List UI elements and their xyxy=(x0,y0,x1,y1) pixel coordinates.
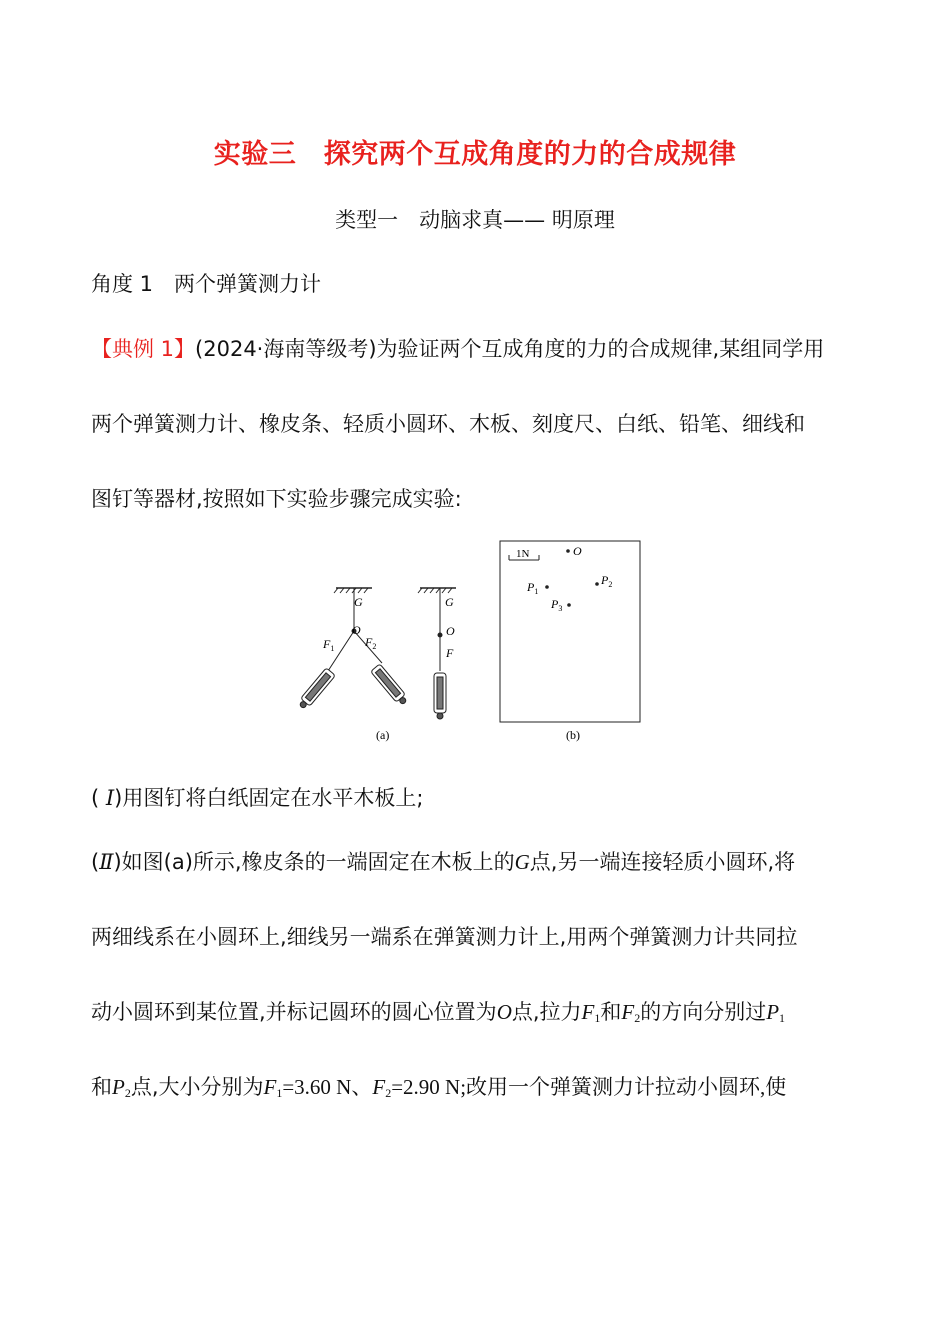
step-2-line-1: (Ⅱ)如图(a)所示,橡皮条的一端固定在木板上的G点,另一端连接轻质小圆环,将 xyxy=(91,850,796,874)
step-2-var-F1b: F xyxy=(263,1075,277,1099)
fig-a-label-F1 xyxy=(322,637,334,653)
fig-a-F1-sub: 1 xyxy=(330,644,335,653)
step-2-var-O: O xyxy=(496,1000,512,1024)
step-2-text-b: 点,另一端连接轻质小圆环,将 xyxy=(529,850,796,874)
step-2-value-F1: =3.60 N、 xyxy=(282,1075,373,1099)
step-2-line3-text-a: 动小圆环到某位置,并标记圆环的圆心位置为 xyxy=(91,1000,497,1024)
fig-a-caption: (a) xyxy=(376,728,390,742)
example-line-3: 图钉等器材,按照如下实验步骤完成实验: xyxy=(91,487,462,511)
fig-b-P3-letter: P xyxy=(551,597,559,611)
step-1-text: )用图钉将白纸固定在水平木板上; xyxy=(114,786,424,810)
step-2-line-2: 两细线系在小圆环上,细线另一端系在弹簧测力计上,用两个弹簧测力计共同拉 xyxy=(91,925,798,949)
fig-b-point-P1 xyxy=(545,585,549,589)
step-2-sub-2: 2 xyxy=(634,1011,641,1025)
step-2-var-P1: P xyxy=(766,1000,780,1024)
fig-b-P1-letter: P xyxy=(527,580,535,594)
fig-b-point-P3 xyxy=(567,603,571,607)
step-2-sub-P1: 1 xyxy=(779,1011,786,1025)
step-2-line4-text-a: 和 xyxy=(91,1075,112,1099)
step-2-line3-text-c: 和 xyxy=(600,1000,622,1024)
step-2-var-F2b: F xyxy=(372,1075,386,1099)
step-2-var-F1: F xyxy=(581,1000,595,1024)
fig-b-paper xyxy=(500,541,640,722)
step-2-text-a: )如图(a)所示,橡皮条的一端固定在木板上的 xyxy=(113,850,515,874)
page-title: 实验三 探究两个互成角度的力的合成规律 xyxy=(213,139,737,170)
step-2-sub-P2: 2 xyxy=(124,1086,131,1100)
fig-a2-label-G: G xyxy=(445,595,454,609)
step-2-line4-text-b: 点,大小分别为 xyxy=(130,1075,264,1099)
step-2-line-4 xyxy=(91,1071,786,1101)
example-intro: (2024·海南等级考)为验证两个互成角度的力的合成规律,某组同学用 xyxy=(195,337,825,361)
section-subtitle: 类型一 动脑求真—— 明原理 xyxy=(335,208,615,232)
step-1: ( Ⅰ)用图钉将白纸固定在水平木板上; xyxy=(91,786,424,810)
step-2-var-G: G xyxy=(514,850,530,874)
fig-b-caption: (b) xyxy=(566,728,580,742)
figure-a-two-spring-scales xyxy=(297,588,410,711)
step-2-line3-text-b: 点,拉力 xyxy=(511,1000,582,1024)
fig-a-label-G: G xyxy=(354,595,363,609)
fig-b-point-P2 xyxy=(595,582,599,586)
step-2-var-F2: F xyxy=(621,1000,635,1024)
fig-b-label-O: O xyxy=(573,544,582,558)
example-line-1 xyxy=(91,333,824,363)
fig-a-label-F2 xyxy=(364,635,376,651)
fig-a-F2-sub: 2 xyxy=(372,642,377,651)
experiment-figure xyxy=(290,535,660,750)
fig-b-P1-sub: 1 xyxy=(534,587,539,596)
step-2-var-P2: P xyxy=(112,1075,125,1099)
fig-b-scale-label: 1N xyxy=(516,548,530,560)
step-2-value-F2: =2.90 N;改用一个弹簧测力计拉动小圆环,使 xyxy=(391,1075,787,1099)
step-2-sub-F2b: 2 xyxy=(385,1086,392,1100)
step-2-numeral: Ⅱ xyxy=(99,850,114,874)
fig-a2-label-O: O xyxy=(446,624,455,638)
fig-a2-label-F: F xyxy=(446,646,454,660)
angle-heading: 角度 1 两个弹簧测力计 xyxy=(91,272,322,296)
fig-b-P3-sub: 3 xyxy=(558,604,563,613)
example-line-2: 两个弹簧测力计、橡皮条、轻质小圆环、木板、刻度尺、白纸、铅笔、细线和 xyxy=(91,412,805,436)
step-1-numeral: Ⅰ xyxy=(105,786,115,810)
fig-b-P2-sub: 2 xyxy=(608,580,613,589)
fig-a-label-O: O xyxy=(352,623,361,637)
example-tag: 【典例 1】 xyxy=(91,337,196,361)
step-2-line3-text-d: 的方向分别过 xyxy=(640,1000,767,1024)
fig-b-P2-letter: P xyxy=(601,573,609,587)
step-2-sub-F1b: 1 xyxy=(276,1086,283,1100)
fig-a-F2-letter: F xyxy=(365,635,373,649)
fig-b-point-O xyxy=(566,549,570,553)
step-2-line-3 xyxy=(91,996,785,1026)
step-2-sub-1: 1 xyxy=(594,1011,601,1025)
fig-a-F1-letter: F xyxy=(323,637,331,651)
